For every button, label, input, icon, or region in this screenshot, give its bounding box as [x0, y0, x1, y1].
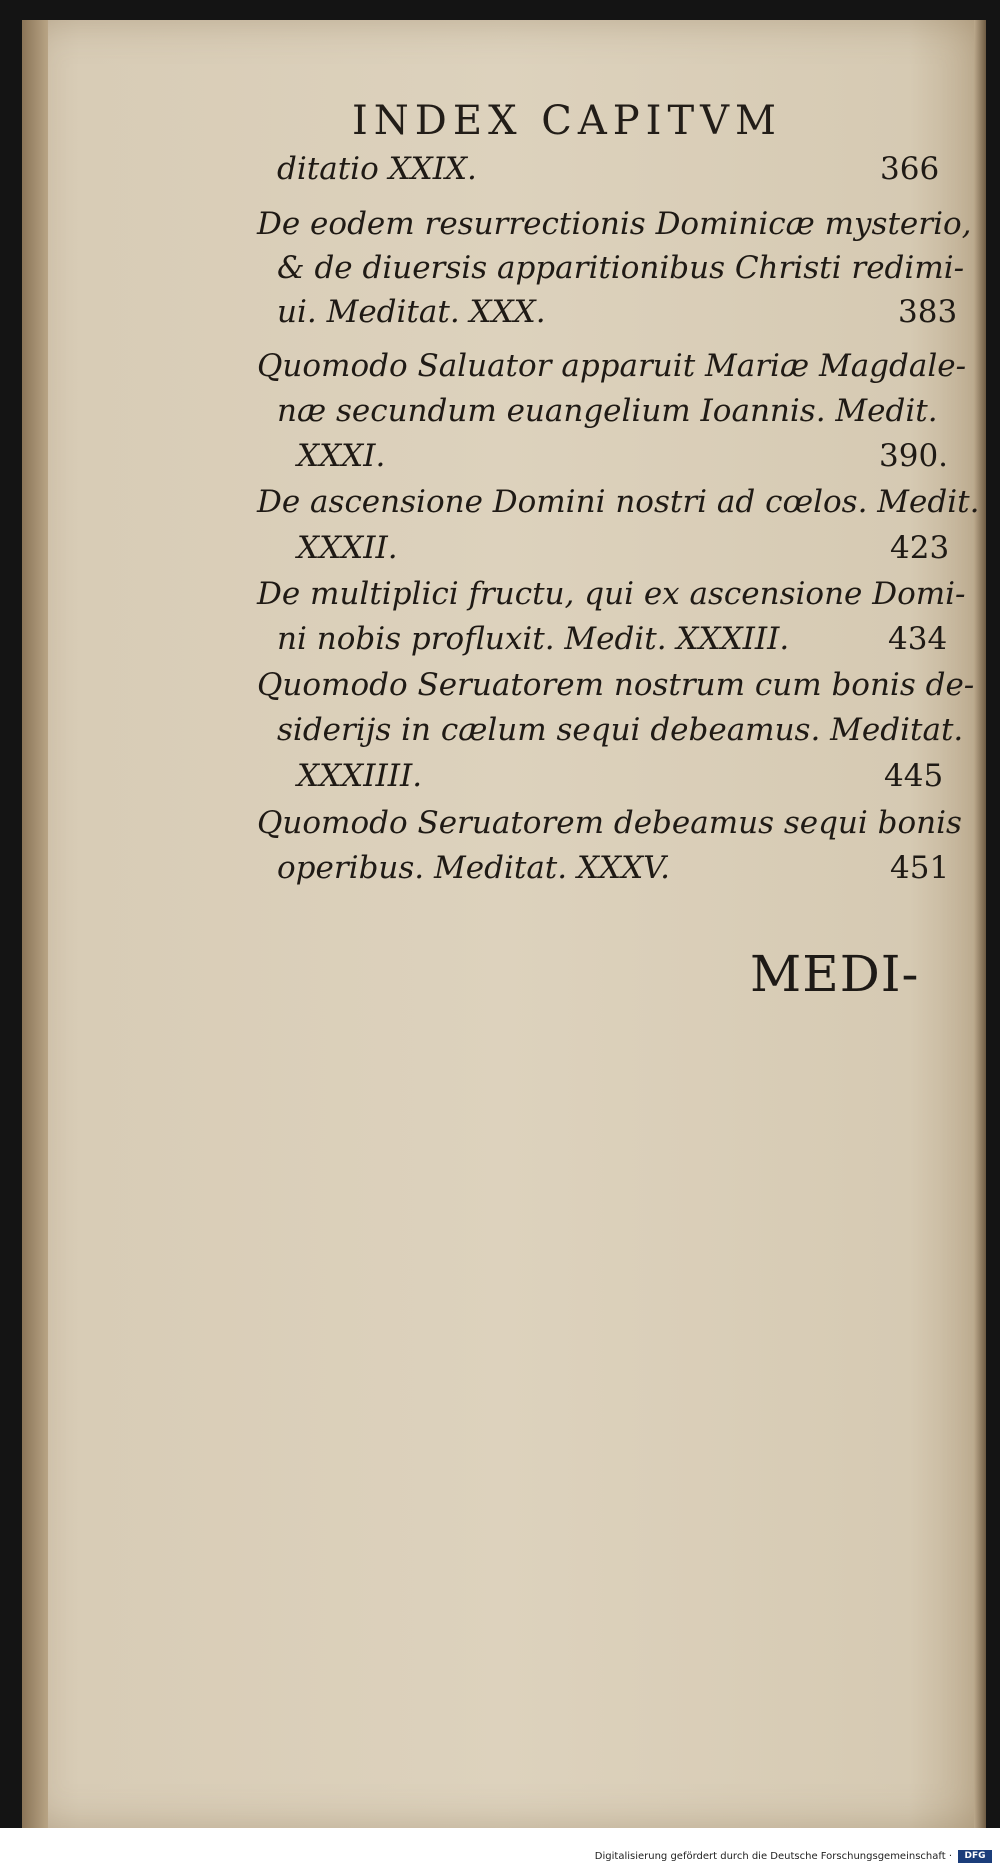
- entry-page-number: 451: [890, 850, 950, 886]
- entry-line: Quomodo Seruatorem nostrum cum bonis de-: [257, 667, 975, 703]
- entry-line: ui. Meditat. XXX.: [277, 294, 546, 330]
- entry-line: De multiplici fructu, qui ex ascensione Domi-: [257, 576, 966, 612]
- entry-line: Quomodo Seruatorem debeamus sequi bonis: [257, 805, 962, 841]
- entry-page-number: 390.: [879, 438, 949, 474]
- entry-page-number: 434: [888, 621, 948, 657]
- entry-line: Quomodo Saluator apparuit Mariæ Magdale-: [257, 348, 967, 384]
- entry-line: ditatio XXIX.: [277, 151, 477, 187]
- entry-line: De ascensione Domini nostri ad cœlos. Medit.: [257, 484, 980, 520]
- running-head: INDEX CAPITVM: [352, 98, 782, 144]
- catchword: MEDI-: [750, 945, 920, 1003]
- dfg-logo: DFG: [958, 1850, 992, 1863]
- book-page: [22, 20, 986, 1828]
- entry-line: ni nobis profluxit. Medit. XXXIII.: [277, 621, 790, 657]
- entry-page-number: 445: [884, 758, 944, 794]
- entry-line: De eodem resurrectionis Dominicæ mysterio,: [257, 206, 972, 242]
- entry-line: siderijs in cælum sequi debeamus. Meditat.: [277, 712, 964, 748]
- footer-credit: Digitalisierung gefördert durch die Deutsche Forschungsgemeinschaft ·: [594, 1851, 952, 1862]
- entry-line: XXXII.: [297, 530, 398, 566]
- entry-line: XXXI.: [297, 438, 386, 474]
- entry-page-number: 383: [898, 294, 958, 330]
- entry-page-number: 366: [880, 151, 940, 187]
- entry-page-number: 423: [890, 530, 950, 566]
- entry-line: XXXIIII.: [297, 758, 423, 794]
- entry-line: næ secundum euangelium Ioannis. Medit.: [277, 393, 938, 429]
- entry-line: operibus. Meditat. XXXV.: [277, 850, 670, 886]
- page-content: [22, 20, 986, 1828]
- entry-line: & de diuersis apparitionibus Christi redimi-: [277, 250, 965, 286]
